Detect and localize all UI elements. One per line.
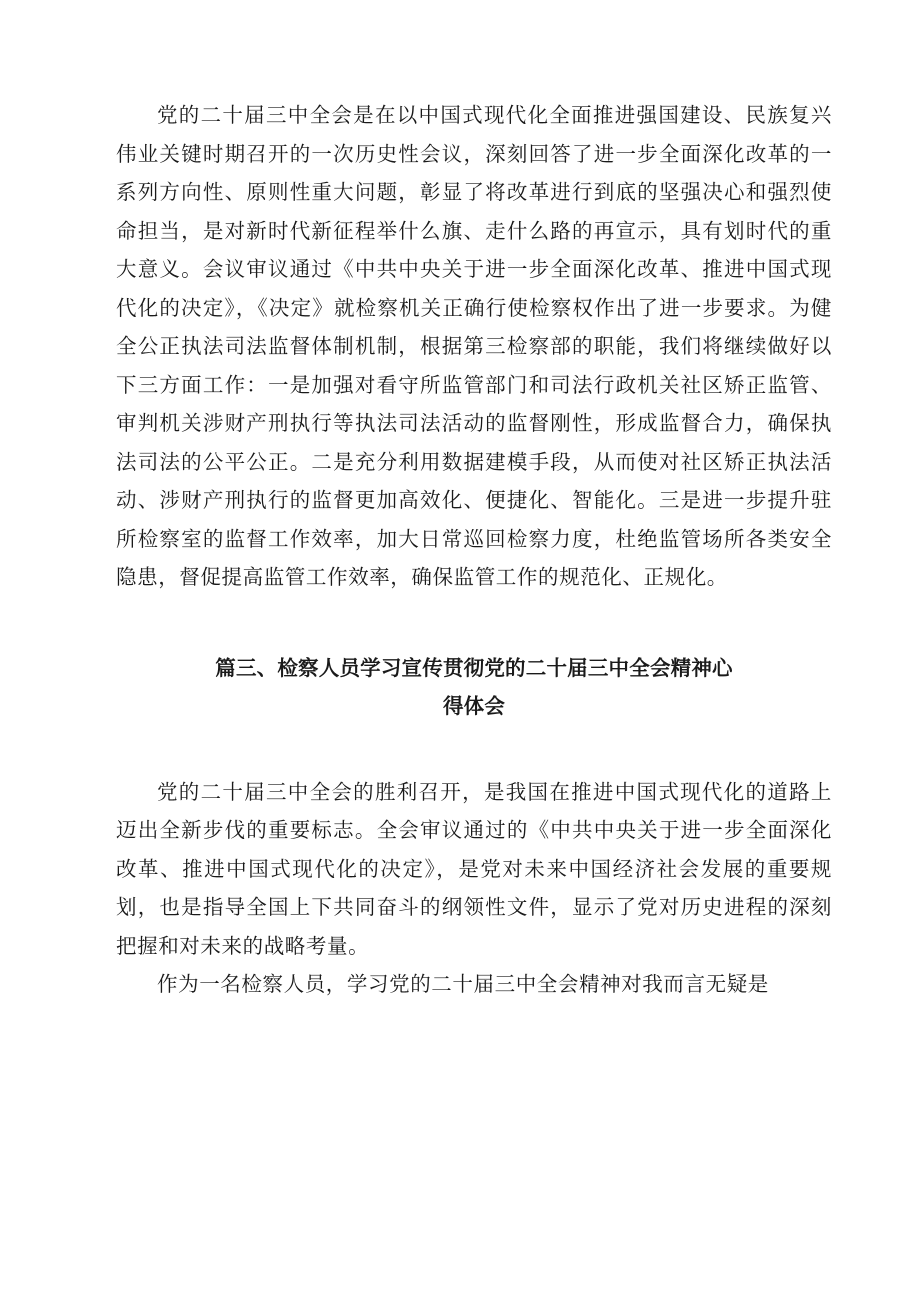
- body-paragraph: 党的二十届三中全会的胜利召开，是我国在推进中国式现代化的道路上迈出全新步伐的重要标志。全会审议通过的《中共中央关于进一步全面深化改革、推进中国式现代化的决定》，是党对未来中国经济社会发展的重要规划，也是指导全国上下共同奋斗的纲领性文件，显示了党对历史进程的深刻把握和对未来的战略考量。: [116, 779, 832, 958]
- section-heading: [116, 597, 832, 773]
- body-paragraph: 党的二十届三中全会是在以中国式现代化全面推进强国建设、民族复兴伟业关键时期召开的一次历史性会议，深刻回答了进一步全面深化改革的一系列方向性、原则性重大问题，彰显了将改革进行到底的坚强决心和强烈使命担当，是对新时代新征程举什么旗、走什么路的再宣示，具有划时代的重大意义。会议审议通过《中共中央关于进一步全面深化改革、推进中国式现代化的决定》，《决定》就检察机关正确行使检察权作出了进一步要求。为健全公正执法司法监督体制机制，根据第三检察部的职能，我们将继续做好以下三方面工作：一是加强对看守所监管部门和司法行政机关社区矫正监管、审判机关涉财产刑执行等执法司法活动的监督刚性，形成监督合力，确保执法司法的公平公正。二是充分利用数据建模手段，从而使对社区矫正执法活动、涉财产刑执行的监督更加高效化、便捷化、智能化。三是进一步提升驻所检察室的监督工作效率，加大日常巡回检察力度，杜绝监管场所各类安全隐患，督促提高监管工作效率，确保监管工作的规范化、正规化。: [116, 103, 832, 589]
- section-heading-line-1: 篇三、检察人员学习宣传贯彻党的二十届三中全会精神心: [215, 655, 733, 680]
- body-paragraph: 作为一名检察人员，学习党的二十届三中全会精神对我而言无疑是: [157, 972, 769, 996]
- document-page: [116, 96, 832, 1004]
- section-heading-line-2: 得体会: [442, 693, 506, 718]
